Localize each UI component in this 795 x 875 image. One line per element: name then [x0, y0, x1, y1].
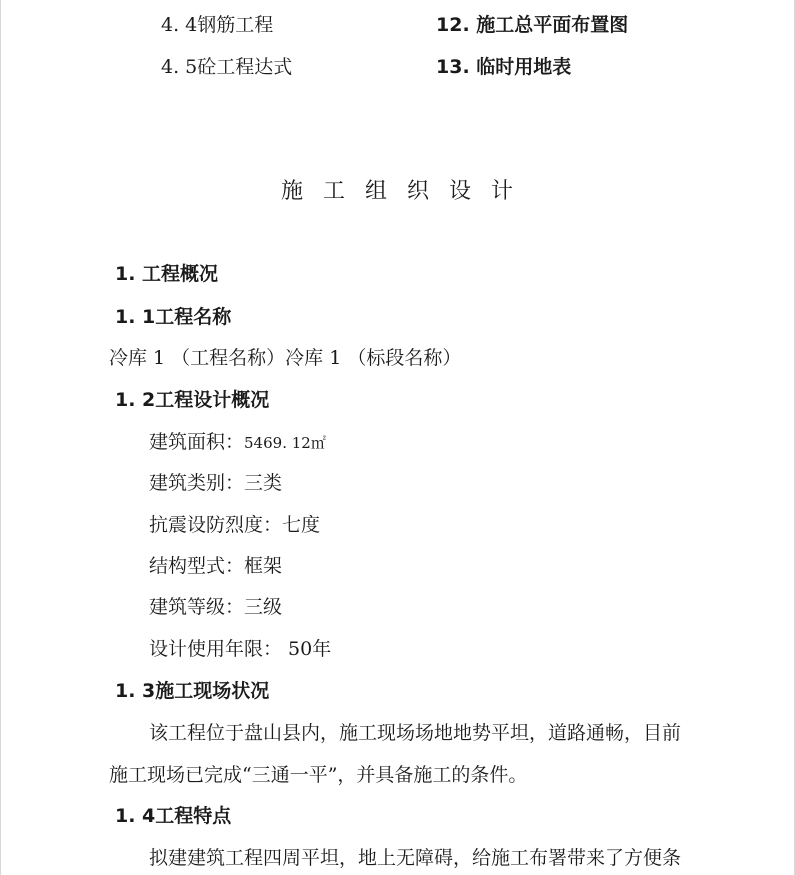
- toc-item-4-4: 4. 4钢筋工程: [161, 14, 274, 36]
- section-heading-1-2: 1. 2工程设计概况: [115, 389, 270, 411]
- page-title: 施工组织设计: [281, 179, 534, 204]
- building-grade: 建筑等级：三级: [149, 596, 283, 618]
- section-heading-1-1: 1. 1工程名称: [115, 306, 232, 328]
- section-heading-1-4: 1. 4工程特点: [115, 805, 232, 827]
- site-status-paragraph-line1: 该工程位于盘山县内，施工现场场地地势平坦，道路通畅，目前: [149, 722, 682, 744]
- site-status-paragraph-line2: 施工现场已完成“三通一平”，并具备施工的条件。: [109, 764, 528, 786]
- structure-type: 结构型式：框架: [149, 555, 283, 577]
- toc-item-4-5: 4. 5砼工程达式: [161, 56, 293, 78]
- project-name-text: 冷库 1 （工程名称）冷库 1 （标段名称）: [109, 347, 462, 369]
- section-heading-1-3: 1. 3施工现场状况: [115, 680, 270, 702]
- section-heading-1: 1. 工程概况: [115, 263, 219, 285]
- features-paragraph-line1: 拟建建筑工程四周平坦，地上无障碍，给施工布署带来了方便条: [149, 847, 682, 869]
- seismic-intensity: 抗震设防烈度：七度: [149, 514, 321, 536]
- area-label: 建筑面积：: [149, 431, 245, 453]
- toc-item-13: 13. 临时用地表: [436, 56, 572, 78]
- toc-item-12: 12. 施工总平面布置图: [436, 14, 629, 36]
- area-value: 5469. 12㎡: [244, 434, 326, 452]
- building-category: 建筑类别：三类: [149, 472, 283, 494]
- area-line: [149, 433, 326, 452]
- design-life: 设计使用年限： 50年: [149, 638, 332, 660]
